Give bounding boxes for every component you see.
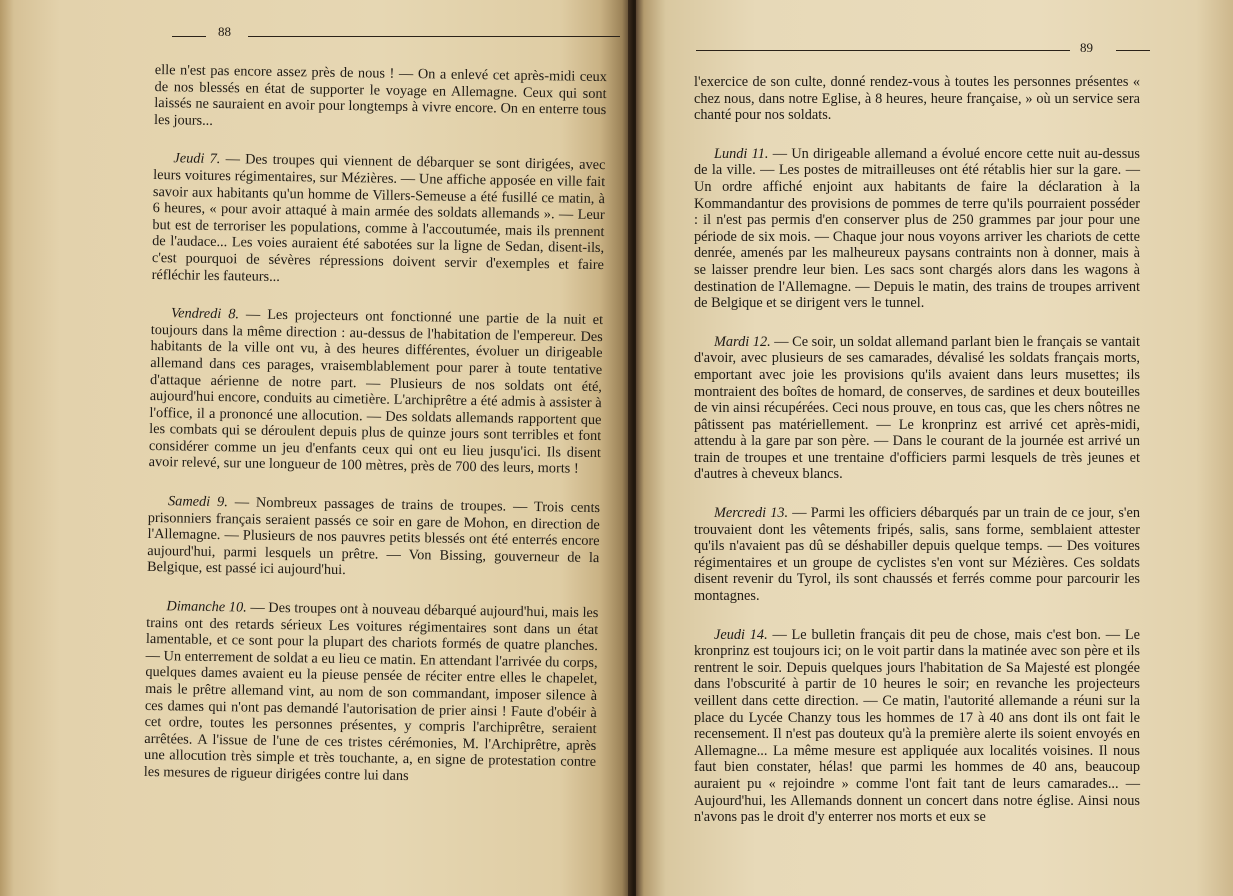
paragraph — [154, 62, 607, 135]
paragraph-text: l'exercice de son culte, donné rendez-vous à toutes les personnes présentes « chez nous, dans notre Eglise, à 8 heures, heure française, » où un service sera chanté pour nos soldats. — [694, 74, 1140, 124]
paragraph-text: — Des troupes qui viennent de débarquer se sont dirigées, avec leurs voitures régimentaires, sur Mézières. — Une affiche apposée en ville fait savoir aux habitants qu'un homme de Villers-Semeuse a été fusillé ce matin, à 6 heures, « pour avoir attaqué à main armée des soldats allemands ». — Leur but est de terroriser les populations, comme à l'accoutumée, mais ils prennent de l'audace... Les voies auraient été sabotées sur la ligne de Sedan, disent-ils, c'est pourquoi de sévères répressions doivent servir d'exemples et faire réfléchir les fauteurs... — [151, 151, 606, 285]
paragraph-text: elle n'est pas encore assez près de nous ! — On a enlevé cet après-midi ceux de nos blessés en état de supporter le voyage en Allemagne. Ceux qui sont laissés ne sauraient en avoir pour longtemps à vivre encore. On en enterre tous les jours... — [153, 62, 607, 129]
header-rule — [172, 36, 206, 37]
day-heading: Vendredi 8. — [170, 305, 240, 323]
day-heading: Mardi 12. — [714, 333, 771, 350]
day-heading: Lundi 11. — [714, 145, 769, 162]
paragraph — [694, 146, 1140, 312]
page-number-right: 89 — [1080, 40, 1093, 55]
day-heading: Dimanche 10. — [166, 598, 247, 616]
paragraph-text: — Le bulletin français dit peu de chose, mais c'est bon. — Le kronprinz est toujours ici; on le voit partir dans la matinée avec son père et ils rentrent le soir. Depuis quelques jours l'habitation de Sa Majesté est plongée dans l'obscurité à partir de 10 heures le soir; en revanche les projecteurs veillent dans cette direction. — Ce matin, l'autorité allemande a réuni sur la place du Lycée Chanzy tous les hommes de 17 à 40 ans dont ils ont fait le recensement. Il n'est pas douteux qu'à la première alerte ils soient envoyés en Allemagne... La même mesure est appliquée aux localités voisines. Il nous faut bien constater, hélas! que parmi les hommes de 40 ans, beaucoup auraient pu « rejoindre » comme l'ont fait tant de leurs camarades... — Aujourd'hui, les Allemands donnent un concert dans notre église. Ainsi nous n'avons pas le droit d'y enterrer nos morts et eux se — [694, 626, 1140, 826]
header-rule — [696, 50, 1070, 51]
right-page-text — [694, 74, 1140, 848]
paragraph — [144, 598, 599, 788]
day-heading: Jeudi 7. — [173, 150, 221, 168]
paragraph — [694, 74, 1140, 124]
header-rule — [1116, 50, 1150, 51]
left-page-header — [172, 24, 622, 46]
paragraph — [694, 505, 1140, 605]
paragraph-text: — Parmi les officiers débarqués par un train de ce jour, s'en trouvaient dont les vêtements fripés, salis, sans forme, semblaient attester qu'ils n'avaient pas dû se déshabiller depuis quelque temps. — Des voitures régimentaires et un groupe de cyclistes s'en vont sur Mézières. Ces soldats disent revenir du Tyrol, ils sont chaussés et ferrés comme pour parcourir les montagnes. — [694, 505, 1140, 605]
right-page — [636, 0, 1233, 896]
day-heading: Samedi 9. — [167, 493, 228, 511]
paragraph — [147, 493, 600, 583]
left-page-text — [143, 62, 607, 810]
day-heading: Mercredi 13. — [714, 505, 789, 522]
day-heading: Jeudi 14. — [714, 626, 768, 643]
paragraph — [149, 305, 604, 478]
page-number-left: 88 — [218, 24, 231, 39]
header-rule — [248, 36, 620, 37]
paragraph-text: — Des troupes ont à nouveau débarqué aujourd'hui, mais les trains ont des retards sérieux Les voitures régimentaires sont dans un état lamentable, et ce sont pour la plupart des chariots formés de quatre planches. — Un enterrement de soldat a eu lieu ce matin. En attendant l'arrivée du corps, quelques dames avaient eu la pieuse pensée de réciter entre elles le chapelet, mais le prêtre allemand vint, au nom de son commandant, imposer silence à ces dames qui n'ont pas demandé l'autorisation de prier ainsi ! Faute d'obéir à cet ordre, toutes les personnes présentes, y compris l'archiprêtre, seraient arrêtées. A l'issue de l'une de ces tristes cérémonies, M. l'Archiprêtre, après une allocution très simple et très touchante, a, en signe de protestation contre les mesures de rigueur dirigées contre lui dans — [143, 599, 599, 785]
paragraph-text: — Ce soir, un soldat allemand parlant bien le français se vantait d'avoir, avec plusieurs de ses camarades, dévalisé les soldats français morts, emportant avec joie les provisions qu'ils avaient dans leurs musettes; ils montraient des boîtes de homard, de conserves, de sardines et deux bouteilles de vin ainsi récupérées. Ceci nous prouve, en tous cas, que les chers nôtres ne pâtissent pas matériellement. — Le kronprinz est arrivé cet après-midi, attendu à la gare par son père. — Dans le courant de la journée est arrivé un train de troupes et une trentaine d'officiers parmi lesquels de très jeunes et d'autres à cheveux blancs. — [694, 333, 1140, 483]
paragraph-text: — Un dirigeable allemand a évolué encore cette nuit au-dessus de la ville. — Les postes de mitrailleuses ont été rétablis hier sur la gare. — Un ordre affiché enjoint aux habitants de faire la déclaration à la Kommandantur des provisions de pommes de terre qu'ils pourraient posséder : il n'est pas permis d'en conserver plus de 250 grammes par jour pour une période de six mois. — Chaque jour nous voyons arriver les chariots de cette denrée, amenés par les malheureux paysans contraints non à donner, mais à se laisser prendre leur bien. Les sacs sont chargés alors dans les wagons à destination de l'Allemagne. — Depuis le matin, des trains de troupes arrivent de Belgique et se dirigent vers le tunnel. — [694, 145, 1140, 312]
paragraph — [694, 334, 1140, 483]
paragraph-text: — Nombreux passages de trains de troupes. — Trois cents prisonniers français seraient passés ce soir en gare de Mohon, en direction de l'Allemagne. — Plusieurs de nos pauvres petits blessés ont été enterrés encore aujourd'hui, parmi lesquels un prêtre. — Von Bissing, gouverneur de la Belgique, est passé ici aujourd'hui. — [146, 494, 601, 579]
paragraph — [694, 627, 1140, 826]
paragraph-text: — Les projecteurs ont fonctionné une partie de la nuit et toujours dans la même direction : au-dessus de l'habitation de l'empereur. Des habitants de la ville ont vu, à des heures différentes, évoluer un dirigeable allemand dans ces parages, vraisemblablement pour parer à toute tentative d'attaque aérienne de notre part. — Plusieurs de nos soldats ont été, aujourd'hui encore, conduits au cimetière. L'archiprêtre a été admis à assister à l'office, il a prononcé une allocution. — Des soldats allemands rapportent que les combats qui se déroulent depuis plus de quinze jours sont terribles et font considérer comme un jeu d'enfants ceux qui ont eu lieu jusqu'ici. Ils disent avoir relevé, sur une longueur de 100 mètres, près de 700 des leurs, morts ! — [148, 306, 604, 478]
paragraph — [152, 150, 606, 290]
right-page-header — [696, 38, 1196, 60]
